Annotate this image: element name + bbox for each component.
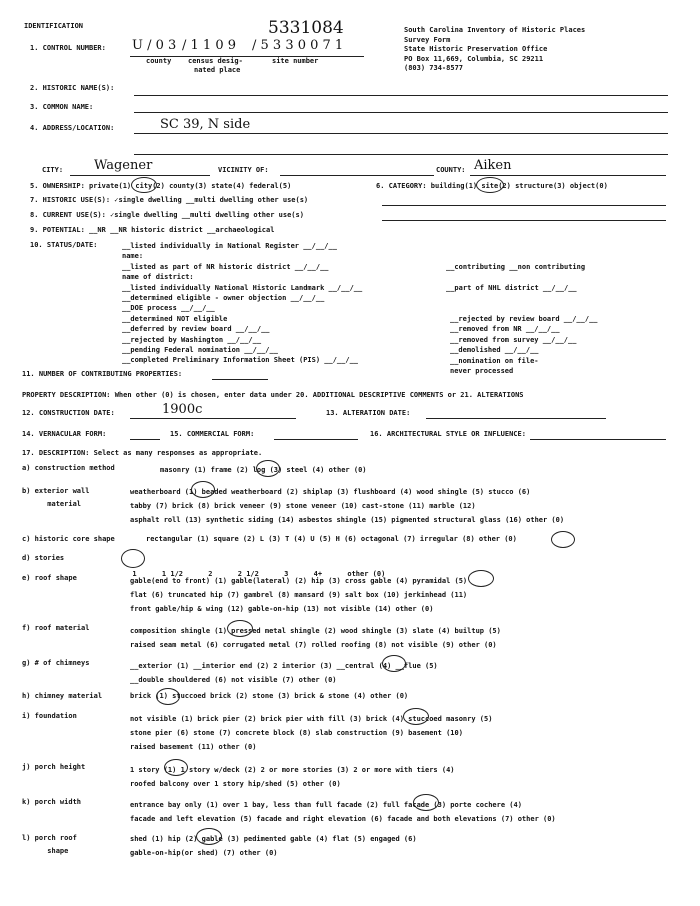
status-right-top [446,262,585,293]
stories-label: d) stories [22,554,65,562]
status-item: __DOE process __/__/__ [122,304,215,313]
foundation-label: i) foundation [22,712,77,720]
selection-circle [164,759,188,776]
label-line: l) porch roof [22,834,77,842]
county-value: Aiken [474,158,512,173]
site-caption: site number [272,57,319,65]
construction-method-label: a) construction method [22,464,115,472]
option-line: gable(end to front) (1) gable(lateral) (2) hip (3) cross gable (4) pyramidal (5) [130,577,468,585]
option-line: 1 1 1/2 2 2 1/2 3 4+ other (0) [124,570,386,578]
option-line: shed (1) hip (2) gable (3) pedimented gable (4) flat (5) engaged (6) [130,835,417,843]
porch-height-label: j) porch height [22,763,86,771]
option-line: __double shouldered (6) not visible (7) other (0) [130,676,337,684]
place-caption-2: nated place [194,66,241,74]
status-item: __removed from NR __/__/__ [450,325,560,334]
selection-circle [121,549,145,568]
option-line: brick (1) stuccoed brick (2) stone (3) brick & stone (4) other (0) [130,692,409,700]
selection-circle [468,570,494,587]
status-item: __part of NHL district __/__/__ [446,283,577,292]
selection-circle [191,481,215,498]
selection-circle [403,708,429,725]
selection-circle [382,655,406,672]
city-label: CITY: [42,166,64,174]
status-item: name: [122,252,144,261]
label-line: b) exterior wall [22,487,90,495]
option-line: raised seam metal (6) corrugated metal (7) rolled roofing (8) not visible (9) other (0) [130,641,497,649]
style-label: 16. ARCHITECTURAL STYLE OR INFLUENCE: [370,430,526,438]
status-item: __determined NOT eligible [122,314,228,323]
porch-roof-options [130,832,417,860]
selection-circle [256,460,280,477]
roof-shape-options [130,574,467,616]
roof-material-options [130,624,501,652]
vernacular-form-label: 14. VERNACULAR FORM: [22,430,107,438]
porch-width-label: k) porch width [22,798,82,806]
option-line: __exterior (1) __interior end (2) 2 interior (3) __central (4) __flue (5) [130,662,438,670]
ownership-row: 5. OWNERSHIP: private(1) city(2) county(3) state(4) federal(5) [30,182,292,190]
selection-circle [196,828,222,845]
commercial-form-label: 15. COMMERCIAL FORM: [170,430,255,438]
status-item: never processed [450,367,514,376]
status-item: __rejected by review board __/__/__ [450,315,598,323]
option-line: gable-on-hip(or shed) (7) other (0) [130,849,278,857]
status-item: __listed individually National Historic Landmark __/__/__ [122,283,363,292]
selection-circle [131,177,157,193]
historic-name-label: 2. HISTORIC NAME(S): [30,84,115,92]
option-line: not visible (1) brick pier (2) brick pier with fill (3) brick (4) stuccoed masonry (5) [130,715,493,723]
chimney-material-label: h) chimney material [22,692,103,700]
chimneys-label: g) # of chimneys [22,659,90,667]
property-description-note: PROPERTY DESCRIPTION: When other (0) is chosen, enter data under 20. ADDITIONAL DESCRIPTIVE COMMENTS or 21. ALTERATIONS [22,391,524,399]
selection-circle [227,620,253,637]
label-line: material [22,500,82,508]
status-item: __contributing __non contributing [446,263,586,271]
agency-line: South Carolina Inventory of Historic Places [404,26,586,34]
option-line: asphalt roll (13) synthetic siding (14) asbestos shingle (15) pigmented structural glass (16) other (0) [130,516,565,524]
status-item: __pending Federal nomination __/__/__ [122,346,278,355]
status-item: __completed Preliminary Information Sheet (PIS) __/__/__ [122,356,359,365]
status-item: __rejected by Washington __/__/__ [122,335,262,344]
city-value: Wagener [94,158,153,173]
site-code: / 5 3 3 0 0 7 1 [252,38,344,53]
historic-core-shape-label: c) historic core shape [22,535,115,543]
county-caption: county [146,57,172,65]
contributing-properties-label: 11. NUMBER OF CONTRIBUTING PROPERTIES: [22,370,183,378]
county-label: COUNTY: [436,166,466,174]
option-line: entrance bay only (1) over 1 bay, less than full facade (2) full facade (3) porte cochere (4) [130,801,522,809]
status-item: __removed from survey __/__/__ [450,335,577,344]
option-line: roofed balcony over 1 story hip/shed (5) other (0) [130,780,341,788]
foundation-options [130,712,492,754]
agency-block [404,26,585,74]
option-line: composition shingle (1) pressed metal shingle (2) wood shingle (3) slate (4) builtup (5) [130,627,501,635]
option-line: 1 story (1) 1 story w/deck (2) 2 or more stories (3) 2 or more with tiers (4) [130,766,455,774]
construction-date-label: 12. CONSTRUCTION DATE: [22,409,115,417]
place-caption-1: census desig- [188,57,243,65]
agency-line: Survey Form [404,35,451,44]
status-left-column [122,241,362,366]
selection-circle [156,688,180,705]
address-value: SC 39, N side [160,117,251,132]
construction-date-value: 1900c [162,402,203,417]
potential-row: 9. POTENTIAL: __NR __NR historic district __archaeological [30,226,275,234]
county-code: U / 0 3 [132,38,177,53]
vicinity-label: VICINITY OF: [218,166,269,174]
status-item: __demolished __/__/__ [450,346,539,355]
agency-line: State Historic Preservation Office [404,45,548,53]
status-right-bottom [450,314,598,376]
exterior-wall-label [22,485,89,511]
status-item: __listed as part of NR historic district __/__/__ [122,262,329,271]
alteration-date-label: 13. ALTERATION DATE: [326,409,411,417]
status-item: __deferred by review board __/__/__ [122,325,270,334]
handwritten-control-number: 5331084 [268,18,344,38]
selection-circle [476,177,504,193]
category-row: 6. CATEGORY: building(1) site(2) structure(3) object(0) [376,182,608,190]
option-line: front gable/hip & wing (12) gable-on-hip (13) not visible (14) other (0) [130,605,434,613]
option-line: raised basement (11) other (0) [130,743,257,751]
status-item [446,272,585,282]
option-line: facade and left elevation (5) facade and right elevation (6) facade and both elevations (7) other (0) [130,815,556,823]
roof-shape-label: e) roof shape [22,574,77,582]
place-code: / 1 1 0 9 [182,38,236,53]
agency-line: PO Box 11,669, Columbia, SC 29211 [404,54,544,63]
selection-circle [551,531,575,548]
status-item: name of district: [122,273,194,282]
agency-line: (803) 734-8577 [404,64,464,72]
control-number-label: 1. CONTROL NUMBER: [30,44,106,52]
option-line: weatherboard (1) beaded weatherboard (2) shiplap (3) flushboard (4) wood shingle (5) stucco (6) [130,488,531,496]
roof-material-label: f) roof material [22,624,90,632]
selection-circle [413,794,439,811]
porch-roof-label [22,832,77,858]
historic-use-row: 7. HISTORIC USE(S): ✓single dwelling __multi dwelling other use(s) [30,196,309,204]
status-item: __listed individually in National Register __/__/__ [122,242,337,250]
option-line: rectangular (1) square (2) L (3) T (4) U (5) H (6) octagonal (7) irregular (8) other (0) [146,535,517,543]
description-label: 17. DESCRIPTION: Select as many responses as appropriate. [22,449,263,457]
common-name-label: 3. COMMON NAME: [30,103,94,111]
status-item: __determined eligible - owner objection __/__/__ [122,294,325,303]
label-line: shape [22,847,69,855]
option-line: flat (6) truncated hip (7) gambrel (8) mansard (9) salt box (10) jerkinhead (11) [130,591,468,599]
status-label: 10. STATUS/DATE: [30,241,98,249]
option-line: tabby (7) brick (8) brick veneer (9) stone veneer (10) cast-stone (11) marble (12) [130,502,476,510]
status-item: __nomination on file- [450,356,539,365]
current-use-row: 8. CURRENT USE(S): ✓single dwelling __multi dwelling other use(s) [30,211,304,219]
historic-core-shape-options [146,535,517,543]
porch-width-options [130,798,556,826]
option-line: stone pier (6) stone (7) concrete block (8) slab construction (9) basement (10) [130,729,463,737]
address-label: 4. ADDRESS/LOCATION: [30,124,115,132]
option-line: masonry (1) frame (2) log (3) steel (4) other (0) [160,466,367,474]
identification-heading: IDENTIFICATION [24,22,84,30]
